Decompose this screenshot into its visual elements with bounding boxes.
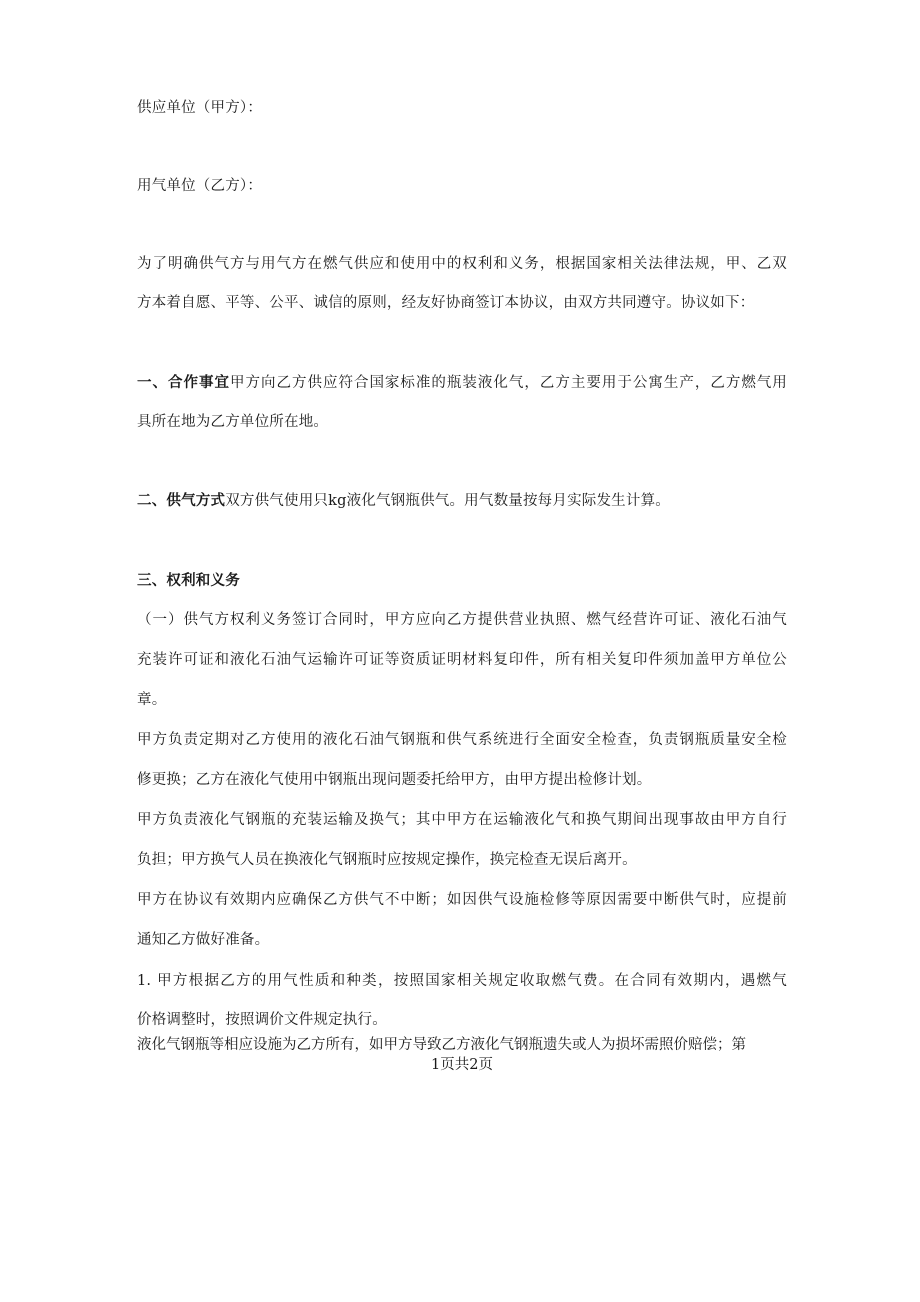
intro-line-1: 为了明确供气方与用气方在燃气供应和使用中的权利和义务，根据国家相关法律法规，甲、乙双 — [137, 256, 787, 272]
s3-p3-line-2: 负担；甲方换气人员在换液化气钢瓶时应按规定操作，换完检查无误后离开。 — [137, 852, 637, 868]
section1-heading: 一、合作事宜 — [137, 374, 230, 391]
intro-line-2: 方本着自愿、平等、公平、诚信的原则，经友好协商签订本协议，由双方共同遵守。协议如下： — [137, 295, 755, 311]
section1-line-1 — [137, 373, 787, 393]
user-label: 用气单位（乙方）： — [137, 178, 263, 194]
section2-line — [137, 491, 670, 511]
s3-p2-line-2: 修更换；乙方在液化气使用中钢瓶出现问题委托给甲方，由甲方提出检修计划。 — [137, 772, 652, 788]
section3-heading: 三、权利和义务 — [137, 572, 240, 589]
s3-p3-line-1: 甲方负责液化气钢瓶的充装运输及换气；其中甲方在运输液化气和换气期间出现事故由甲方自行 — [137, 812, 787, 828]
s3-p5-line-1: 1. 甲方根据乙方的用气性质和种类，按照国家相关规定收取燃气费。在合同有效期内，遇燃气 — [137, 973, 787, 989]
s3-p2-line-1: 甲方负责定期对乙方使用的液化石油气钢瓶和供气系统进行全面安全检查，负责钢瓶质量安全检 — [137, 732, 787, 748]
section2-text: 双方供气使用只kg液化气钢瓶供气。用气数量按每月实际发生计算。 — [225, 493, 670, 509]
supplier-label: 供应单位（甲方）： — [137, 100, 263, 116]
section2-heading: 二、供气方式 — [137, 492, 226, 509]
s3-p1-line-3: 章。 — [137, 692, 167, 708]
s3-p1-line-1: （一）供气方权利义务签订合同时，甲方应向乙方提供营业执照、燃气经营许可证、液化石油气 — [137, 612, 787, 628]
s3-p1-line-2: 充装许可证和液化石油气运输许可证等资质证明材料复印件，所有相关复印件须加盖甲方单位公 — [137, 652, 787, 668]
s3-p5-line-2: 价格调整时，按照调价文件规定执行。 — [137, 1012, 387, 1028]
s3-p4-line-1: 甲方在协议有效期内应确保乙方供气不中断；如因供气设施检修等原因需要中断供气时，应提前 — [137, 892, 787, 908]
s3-p4-line-2: 通知乙方做好准备。 — [137, 932, 270, 948]
section1-text-1: 甲方向乙方供应符合国家标准的瓶装液化气，乙方主要用于公寓生产，乙方燃气用 — [229, 375, 788, 391]
page-number: 1页共2页 — [431, 1057, 493, 1073]
footer-last-line: 液化气钢瓶等相应设施为乙方所有，如甲方导致乙方液化气钢瓶遗失或人为损坏需照价赔偿；第 — [137, 1037, 746, 1053]
section1-line-2: 具所在地为乙方单位所在地。 — [137, 414, 329, 430]
